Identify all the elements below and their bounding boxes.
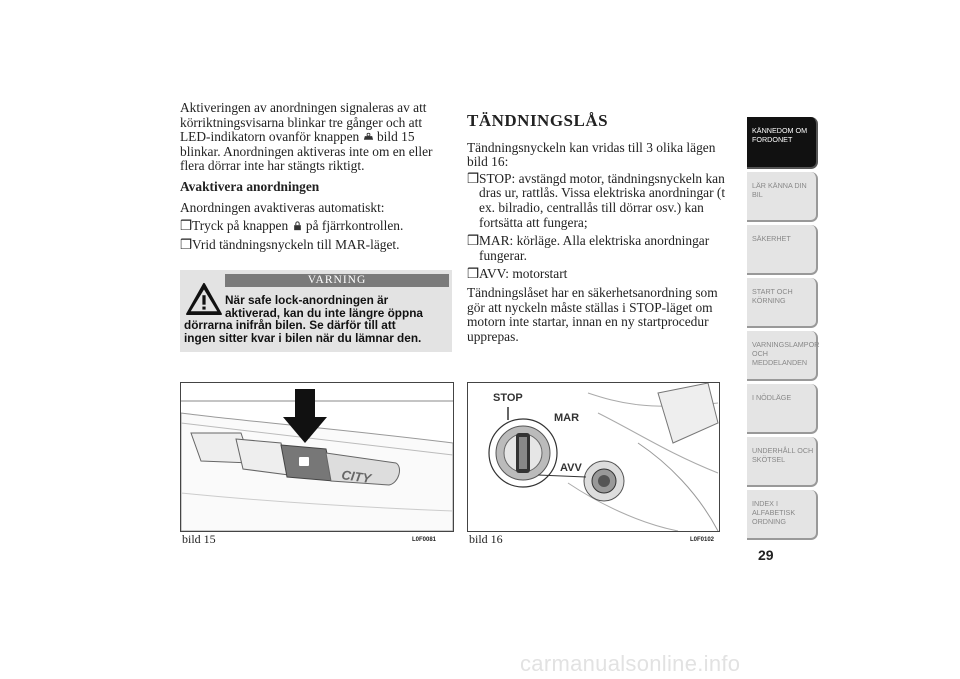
warning-box: [180, 270, 452, 352]
right-column: [467, 111, 732, 350]
subheading-deactivate: Avaktivera anordningen: [180, 178, 320, 194]
figure-16: [467, 382, 720, 532]
figure-15-caption: bild 15: [182, 532, 216, 546]
list-item: ❒ Vrid tändningsnyckeln till MAR-läget.: [180, 236, 400, 252]
ignition-illustration: [468, 383, 719, 531]
svg-text:CITY: CITY: [340, 467, 373, 487]
page-number: 29: [758, 547, 774, 563]
car-lock-icon: [363, 132, 374, 142]
chapter-tabs: [747, 117, 818, 543]
button-panel-illustration: [181, 383, 453, 531]
list-item: ❒ Tryck på knappen på fjärrkontrollen.: [180, 218, 404, 234]
tab-index[interactable]: INDEX I ALFABETISK ORDNING: [747, 490, 818, 540]
avv-label: AVV: [560, 462, 582, 474]
list-item: ❒ MAR: körläge. Alla elektriska anordningar fungerar.: [467, 233, 710, 263]
tab-start[interactable]: START OCH KÖRNING: [747, 278, 818, 328]
tab-underhall[interactable]: UNDERHÅLL OCH SKÖTSEL: [747, 437, 818, 487]
auto-text: Anordningen avaktiveras automatiskt:: [180, 199, 385, 215]
ignition-closing: Tändningslåset har en säkerhetsanordning som gör att nyckeln måste ställas i STOP-läget om motorn inte startar, innan en ny startprocedur upprepas.: [467, 284, 718, 344]
figure-15-code: L0F0081: [412, 537, 437, 543]
figure-16-code: L0F0102: [690, 537, 715, 543]
tab-sakerhet[interactable]: SÄKERHET: [747, 225, 818, 275]
watermark: carmanualsonline.info: [520, 651, 741, 676]
figure-15: [180, 382, 454, 532]
section-title: TÄNDNINGSLÅS: [467, 111, 609, 130]
stop-label: STOP: [493, 392, 523, 404]
list-item: ❒ AVV: motorstart: [467, 266, 568, 282]
warning-text: När safe lock-anordningen är aktiverad, kan du inte längre öppna dörrarna inifrån bilen. Se därför till att ingen sitter kvar i bilen när du lämnar den.: [184, 293, 423, 345]
tab-lar-kanna[interactable]: LÄR KÄNNA DIN BIL: [747, 172, 818, 222]
intro-paragraph: Aktiveringen av anordningen signaleras av att körriktningsvisarna blinkar tre gånger och att LED-indikatorn ovanför knappen bild 15 blinkar. Anordningen aktiveras inte om en eller flera dörrar inte har stängts riktigt.: [180, 100, 433, 174]
figure-16-caption: bild 16: [469, 532, 503, 546]
list-item: ❒ STOP: avstängd motor, tändningsnyckeln kan dras ur, rattlås. Vissa elektriska anordningar (t ex. bilradio, centrallås till dörrar osv.) kan fortsätta att fungera;: [467, 170, 726, 230]
padlock-icon: [292, 221, 303, 231]
tab-kannedom[interactable]: KÄNNEDOM OM FORDONET: [747, 117, 818, 169]
tab-varningslampor[interactable]: VARNINGSLAMPOR OCH MEDDELANDEN: [747, 331, 818, 381]
ignition-intro: Tändningsnyckeln kan vridas till 3 olika lägen bild 16:: [467, 139, 716, 170]
tab-nodlage[interactable]: I NÖDLÄGE: [747, 384, 818, 434]
mar-label: MAR: [554, 412, 580, 424]
left-column: [180, 101, 450, 256]
warning-heading: VARNING: [225, 274, 449, 287]
